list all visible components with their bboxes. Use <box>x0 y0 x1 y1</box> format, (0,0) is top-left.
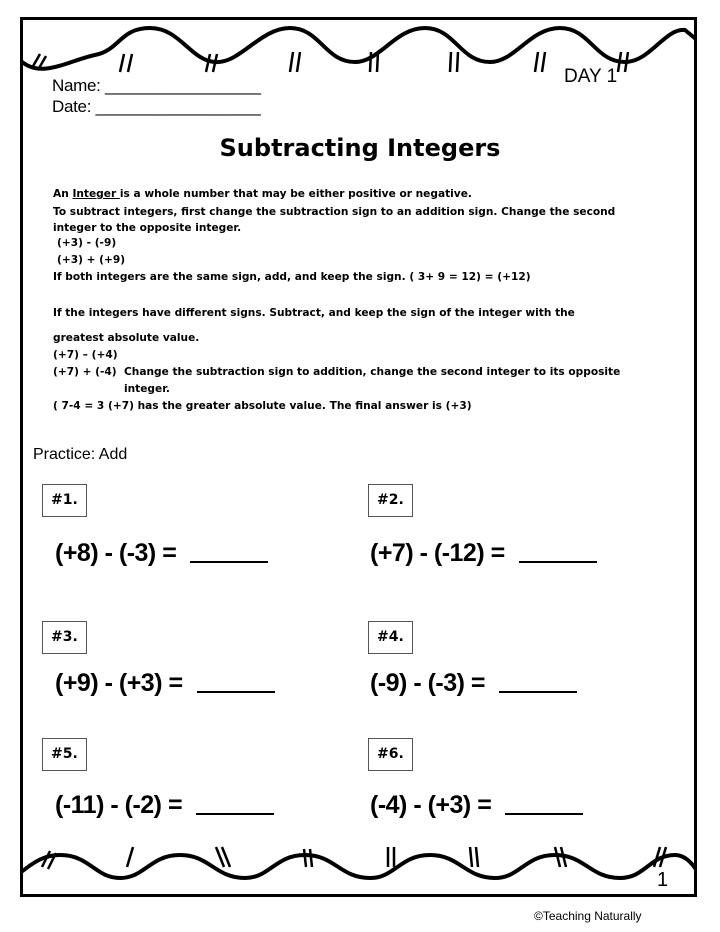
instruction-line-1: To subtract integers, first change the subtraction sign to an addition sign. Change the second <box>53 206 616 218</box>
answer-blank-2[interactable] <box>519 560 597 563</box>
page-number: 1 <box>657 869 669 891</box>
answer-blank-6[interactable] <box>505 812 583 815</box>
problem-1-label: #1. <box>42 484 87 517</box>
same-sign-rule: If both integers are the same sign, add, and keep the sign. ( 3+ 9 = 12) = (+12) <box>53 271 531 283</box>
day-label: DAY 1 <box>564 66 618 87</box>
date-blank[interactable]: __________________ <box>95 97 261 116</box>
definition-line: An Integer is a whole number that may be either positive or negative. <box>53 188 472 200</box>
problem-4-label: #4. <box>368 621 413 654</box>
example-2b: (+7) + (-4) <box>53 366 117 378</box>
different-sign-rule-1: If the integers have different signs. Subtract, and keep the sign of the integer with the <box>53 307 575 319</box>
example-1b: (+3) + (+9) <box>57 254 126 266</box>
name-field[interactable]: Name: _________________ <box>52 76 261 95</box>
copyright-notice: ©Teaching Naturally <box>534 909 642 923</box>
worksheet-title: Subtracting Integers <box>219 134 501 162</box>
example-2-note-1: Change the subtraction sign to addition, change the second integer to its opposite <box>124 366 621 378</box>
answer-blank-1[interactable] <box>190 560 268 563</box>
practice-heading: Practice: Add <box>33 446 128 463</box>
final-answer-line: ( 7-4 = 3 (+7) has the greater absolute value. The final answer is (+3) <box>53 400 472 412</box>
problem-2: (+7) - (-12) = <box>370 539 597 568</box>
answer-blank-4[interactable] <box>499 690 577 693</box>
problem-5-label: #5. <box>42 738 87 771</box>
answer-blank-5[interactable] <box>196 812 274 815</box>
example-2a: (+7) – (+4) <box>53 349 118 361</box>
problem-1: (+8) - (-3) = <box>55 539 268 568</box>
problem-3: (+9) - (+3) = <box>55 669 275 698</box>
instruction-line-2: integer to the opposite integer. <box>53 222 242 234</box>
integer-term: Integer <box>72 188 120 200</box>
problem-4: (-9) - (-3) = <box>370 669 577 698</box>
problem-3-label: #3. <box>42 621 87 654</box>
example-2-note-2: integer. <box>124 383 170 395</box>
problem-6-label: #6. <box>368 738 413 771</box>
date-field[interactable]: Date: __________________ <box>52 97 261 116</box>
barbed-wire-bottom-decoration <box>20 845 697 905</box>
problem-2-label: #2. <box>368 484 413 517</box>
problem-6: (-4) - (+3) = <box>370 791 583 820</box>
different-sign-rule-2: greatest absolute value. <box>53 332 200 344</box>
example-1a: (+3) - (-9) <box>57 237 117 249</box>
answer-blank-3[interactable] <box>197 690 275 693</box>
problem-5: (-11) - (-2) = <box>55 791 274 820</box>
name-blank[interactable]: _________________ <box>105 76 261 95</box>
